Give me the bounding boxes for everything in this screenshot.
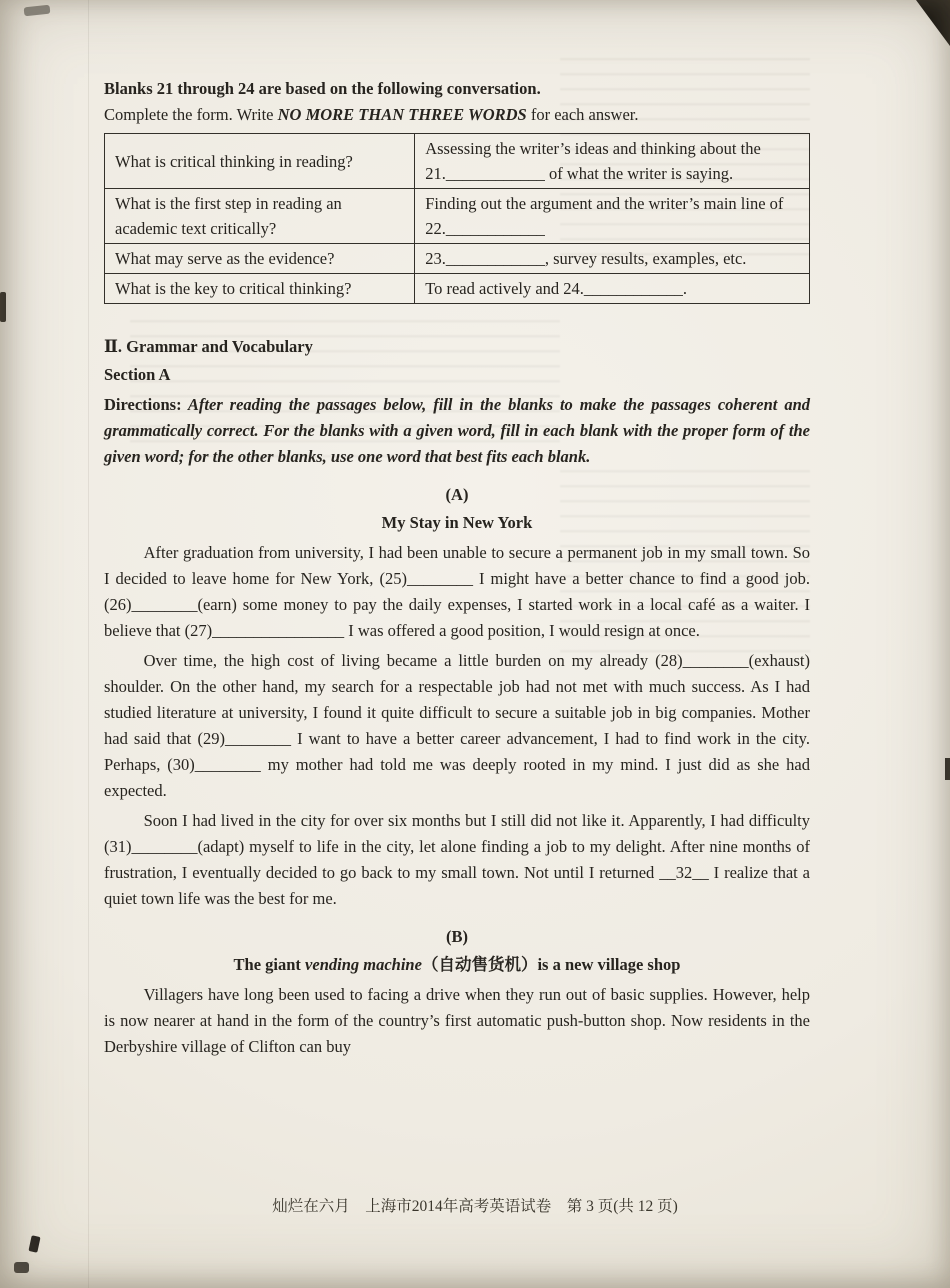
passage-b-paragraph: Villagers have long been used to facing a drive when they run out of basic supplies. However, help is now nearer at hand in the form of the country’s first automatic push-button shop. Now residents in the Derbyshire village of Clifton can buy bbox=[104, 985, 810, 1056]
question-cell: What is the key to critical thinking? bbox=[105, 274, 415, 304]
passage-a-title: My Stay in New York bbox=[381, 513, 533, 532]
passage-b-label: (B) bbox=[446, 927, 468, 946]
form-instruction bbox=[104, 102, 810, 128]
passage-a-paragraph: Soon I had lived in the city for over six months but I still did not like it. Apparently, I had difficulty (31)________(adapt) myself to life in the city, let alone finding a job to my delight. After nine months of frustration, I eventually decided to go back to my small town. Not until I returned __32__ I realize that a quiet town life was the best for me. bbox=[104, 811, 810, 908]
passage-a-paragraph: Over time, the high cost of living became a little burden on my already (28)________(exhaust) shoulder. On the other hand, my search for a respectable job had not met with much success. As I had studied literature at university, I found it quite difficult to secure a suitable job in big companies. Mother had said that (29)________ I want to have a better career advancement, I had to find work in the city. Perhaps, (30)________ my mother had told me was deeply rooted in my mind. I just did as she had expected. bbox=[104, 651, 810, 800]
binding-line bbox=[88, 0, 89, 1288]
scan-corner-artifact bbox=[916, 0, 950, 46]
section-a-heading: Section A bbox=[104, 365, 171, 384]
table-row bbox=[105, 244, 810, 274]
directions bbox=[104, 392, 810, 470]
answer-form-table-body bbox=[105, 134, 810, 304]
scan-smudge bbox=[0, 292, 6, 322]
table-row bbox=[105, 134, 810, 189]
table-row bbox=[105, 274, 810, 304]
page-content bbox=[104, 76, 810, 1060]
passage-a-label: (A) bbox=[445, 485, 469, 504]
form-instruction-suffix: for each answer. bbox=[526, 105, 639, 124]
no-more-than-three-words-emphasis: NO MORE THAN THREE WORDS bbox=[277, 105, 527, 124]
directions-text: After reading the passages below, fill in the blanks to make the passages coherent and grammatically correct. For the blanks with a given word, fill in each blank with the proper form of the given word; for the other blanks, use one word that best fits each blank. bbox=[104, 395, 810, 466]
answer-form-table bbox=[104, 133, 810, 304]
answer-cell: 23.____________, survey results, examples, etc. bbox=[415, 244, 810, 274]
conversation-note: Blanks 21 through 24 are based on the following conversation. bbox=[104, 79, 541, 98]
passage-b-title-emphasis: vending machine bbox=[305, 955, 422, 974]
scan-smudge bbox=[24, 5, 51, 17]
scan-smudge bbox=[945, 758, 950, 780]
form-instruction-prefix: Complete the form. Write bbox=[104, 105, 278, 124]
passage-a-paragraph: After graduation from university, I had been unable to secure a permanent job in my small town. So I decided to leave home for New York, (25)________ I might have a better chance to find a good job. (26)________(earn) some money to pay the daily expenses, I started work in a local café as a waiter. I believe that (27)________________ I was offered a good position, I would resign at once. bbox=[104, 543, 810, 640]
passage-b-title bbox=[104, 952, 810, 978]
answer-cell: Finding out the argument and the writer’s main line of 22.____________ bbox=[415, 189, 810, 244]
answer-cell: Assessing the writer’s ideas and thinking about the 21.____________ of what the writer is saying. bbox=[415, 134, 810, 189]
section-title-grammar: Ⅱ. Grammar and Vocabulary bbox=[104, 337, 313, 356]
scan-smudge bbox=[14, 1262, 29, 1273]
answer-cell: To read actively and 24.____________. bbox=[415, 274, 810, 304]
passage-b-title-suffix: （自动售货机）is a new village shop bbox=[421, 955, 681, 974]
directions-label: Directions: bbox=[104, 395, 182, 414]
question-cell: What may serve as the evidence? bbox=[105, 244, 415, 274]
passage-b-title-prefix: The giant bbox=[233, 955, 306, 974]
question-cell: What is critical thinking in reading? bbox=[105, 134, 415, 189]
scan-smudge bbox=[28, 1235, 40, 1253]
question-cell: What is the first step in reading an academic text critically? bbox=[105, 189, 415, 244]
table-row bbox=[105, 189, 810, 244]
page-footer: 灿烂在六月 上海市2014年高考英语试卷 第 3 页(共 12 页) bbox=[272, 1198, 678, 1215]
